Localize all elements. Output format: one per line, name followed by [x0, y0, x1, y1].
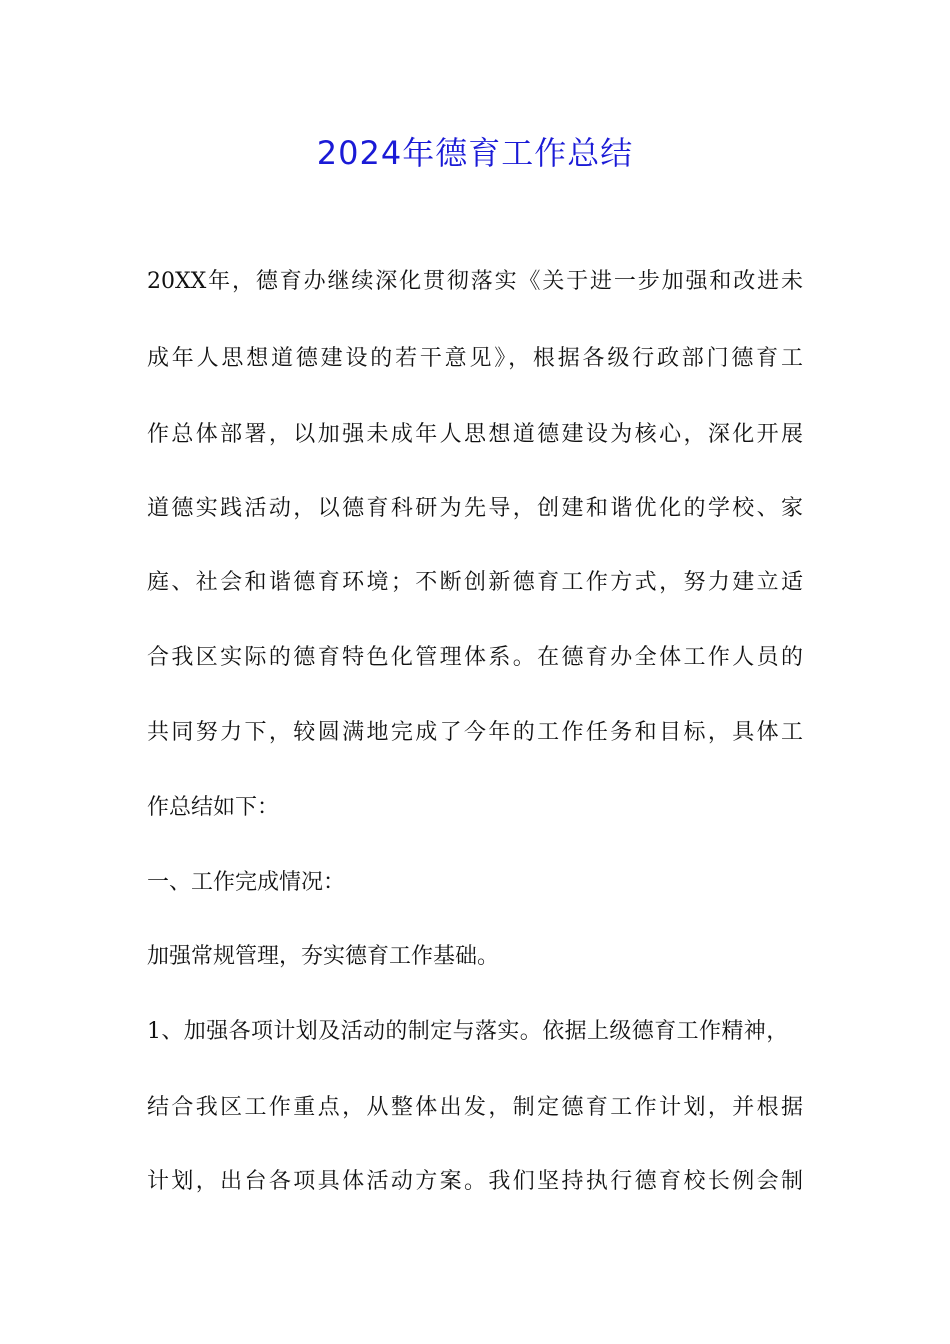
paragraph-line: 共同努力下，较圆满地完成了今年的工作任务和目标，具体工 [147, 720, 803, 745]
paragraph-line: 1、加强各项计划及活动的制定与落实。依据上级德育工作精神， [147, 1019, 789, 1044]
subsection-heading: 加强常规管理，夯实德育工作基础。 [147, 944, 500, 969]
paragraph-line: 作总结如下： [147, 795, 280, 820]
section-heading: 一、工作完成情况： [147, 870, 346, 895]
paragraph-line: 作总体部署，以加强未成年人思想道德建设为核心，深化开展 [147, 422, 803, 447]
paragraph-line: 成年人思想道德建设的若干意见》，根据各级行政部门德育工 [147, 346, 803, 371]
paragraph-line: 20XX年，德育办继续深化贯彻落实《关于进一步加强和改进未 [147, 269, 803, 294]
paragraph-line: 计划，出台各项具体活动方案。我们坚持执行德育校长例会制 [147, 1169, 803, 1194]
paragraph-line: 道德实践活动，以德育科研为先导，创建和谐优化的学校、家 [147, 496, 803, 521]
paragraph-line: 庭、社会和谐德育环境；不断创新德育工作方式，努力建立适 [147, 570, 803, 595]
paragraph-line: 结合我区工作重点，从整体出发，制定德育工作计划，并根据 [147, 1095, 803, 1120]
document-title: 2024年德育工作总结 [316, 134, 634, 172]
paragraph-line: 合我区实际的德育特色化管理体系。在德育办全体工作人员的 [147, 645, 803, 670]
